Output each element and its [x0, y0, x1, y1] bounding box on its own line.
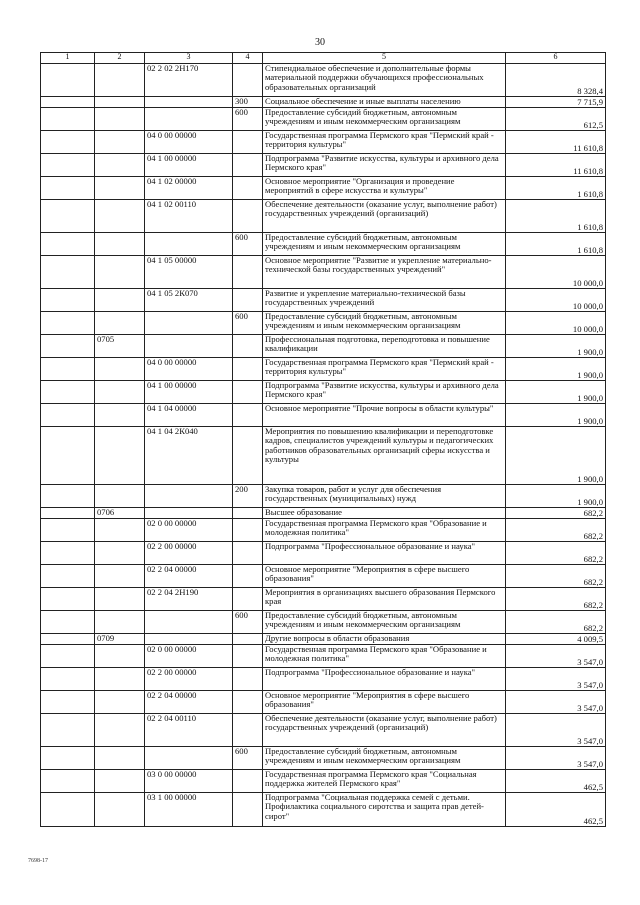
table-row — [41, 256, 606, 289]
table-cell-c5: Государственная программа Пермского края "Образование и молодежная политика" — [263, 645, 506, 668]
table-cell-c2 — [95, 519, 145, 542]
table-cell-c3: 04 1 00 00000 — [145, 381, 233, 404]
table-row — [41, 289, 606, 312]
table-cell-c5: Подпрограмма "Развитие искусства, культуры и архивного дела Пермского края" — [263, 381, 506, 404]
table-cell-c2 — [95, 770, 145, 793]
table-cell-c2 — [95, 691, 145, 714]
table-cell-c2 — [95, 233, 145, 256]
table-cell-c3 — [145, 611, 233, 634]
table-cell-c2: 0709 — [95, 634, 145, 645]
table-row — [41, 381, 606, 404]
table-row — [41, 200, 606, 233]
table-cell-c6: 1 900,0 — [506, 381, 606, 404]
table-cell-c3: 03 0 00 00000 — [145, 770, 233, 793]
table-cell-c6: 1 900,0 — [506, 358, 606, 381]
table-cell-c3: 03 1 00 00000 — [145, 793, 233, 827]
table-cell-c3 — [145, 508, 233, 519]
table-cell-c5: Предоставление субсидий бюджетным, автономным учреждениям и иным некоммерческим организациям — [263, 611, 506, 634]
table-cell-c3: 04 1 05 00000 — [145, 256, 233, 289]
table-cell-c3: 02 2 04 00000 — [145, 565, 233, 588]
table-cell-c2 — [95, 64, 145, 97]
table-cell-c1 — [41, 793, 95, 827]
table-cell-c1 — [41, 565, 95, 588]
table-cell-c6: 1 610,8 — [506, 233, 606, 256]
table-cell-c6: 1 610,8 — [506, 177, 606, 200]
table-cell-c4 — [233, 634, 263, 645]
table-cell-c2: 0706 — [95, 508, 145, 519]
table-cell-c1 — [41, 108, 95, 131]
table-cell-c5: Предоставление субсидий бюджетным, автономным учреждениям и иным некоммерческим организациям — [263, 312, 506, 335]
table-cell-c4 — [233, 404, 263, 427]
table-row — [41, 108, 606, 131]
table-cell-c6: 1 900,0 — [506, 404, 606, 427]
table-row — [41, 770, 606, 793]
table-cell-c5: Обеспечение деятельности (оказание услуг, выполнение работ) государственных учреждений (организаций) — [263, 200, 506, 233]
table-row — [41, 668, 606, 691]
table-cell-c5: Основное мероприятие "Мероприятия в сфере высшего образования" — [263, 691, 506, 714]
table-cell-c6: 7 715,9 — [506, 97, 606, 108]
table-row — [41, 64, 606, 97]
table-row — [41, 97, 606, 108]
table-cell-c1 — [41, 542, 95, 565]
table-cell-c3 — [145, 485, 233, 508]
table-cell-c6: 10 000,0 — [506, 312, 606, 335]
table-cell-c4: 600 — [233, 108, 263, 131]
table-header-row — [41, 53, 606, 64]
table-cell-c6: 11 610,8 — [506, 131, 606, 154]
table-cell-c5: Предоставление субсидий бюджетным, автономным учреждениям и иным некоммерческим организациям — [263, 233, 506, 256]
table-cell-c1 — [41, 611, 95, 634]
table-cell-c5: Подпрограмма "Профессиональное образование и наука" — [263, 668, 506, 691]
table-cell-c2 — [95, 485, 145, 508]
table-cell-c3: 04 1 05 2К070 — [145, 289, 233, 312]
table-cell-c4 — [233, 358, 263, 381]
page-number: 30 — [315, 37, 325, 48]
table-cell-c3: 04 1 00 00000 — [145, 154, 233, 177]
table-cell-c6: 10 000,0 — [506, 289, 606, 312]
table-cell-c5: Основное мероприятие "Прочие вопросы в области культуры" — [263, 404, 506, 427]
table-cell-c6: 682,2 — [506, 565, 606, 588]
table-cell-c2 — [95, 542, 145, 565]
table-cell-c1 — [41, 485, 95, 508]
table-cell-c3: 02 2 04 2Н190 — [145, 588, 233, 611]
table-row — [41, 691, 606, 714]
table-cell-c6: 3 547,0 — [506, 747, 606, 770]
table-cell-c6: 3 547,0 — [506, 691, 606, 714]
table-cell-c1 — [41, 256, 95, 289]
table-cell-c6: 8 328,4 — [506, 64, 606, 97]
table-cell-c3: 02 2 04 00110 — [145, 714, 233, 747]
table-row — [41, 154, 606, 177]
table-cell-c1 — [41, 404, 95, 427]
table-cell-c1 — [41, 177, 95, 200]
table-cell-c4 — [233, 770, 263, 793]
table-cell-c6: 682,2 — [506, 542, 606, 565]
table-cell-c2 — [95, 793, 145, 827]
table-cell-c4: 600 — [233, 747, 263, 770]
table-cell-c1 — [41, 634, 95, 645]
table-cell-c1 — [41, 358, 95, 381]
column-header: 1 — [41, 53, 95, 64]
table-cell-c5: Мероприятия в организациях высшего образования Пермского края — [263, 588, 506, 611]
table-cell-c1 — [41, 770, 95, 793]
table-cell-c1 — [41, 131, 95, 154]
table-row — [41, 519, 606, 542]
table-cell-c3: 04 1 02 00110 — [145, 200, 233, 233]
table-cell-c4 — [233, 177, 263, 200]
table-cell-c1 — [41, 154, 95, 177]
table-cell-c2 — [95, 154, 145, 177]
table-row — [41, 793, 606, 827]
table-cell-c4 — [233, 565, 263, 588]
table-cell-c6: 3 547,0 — [506, 668, 606, 691]
table-cell-c6: 682,2 — [506, 588, 606, 611]
table-cell-c1 — [41, 747, 95, 770]
table-cell-c4 — [233, 519, 263, 542]
table-cell-c4 — [233, 131, 263, 154]
table-row — [41, 565, 606, 588]
table-cell-c3: 02 2 00 00000 — [145, 668, 233, 691]
table-cell-c5: Обеспечение деятельности (оказание услуг, выполнение работ) государственных учреждений (организаций) — [263, 714, 506, 747]
table-cell-c1 — [41, 645, 95, 668]
table-cell-c1 — [41, 97, 95, 108]
table-cell-c4: 200 — [233, 485, 263, 508]
table-cell-c5: Мероприятия по повышению квалификации и переподготовке кадров, специалистов учреждений культуры и педагогических работников образовательных организаций сферы искусства и культуры — [263, 427, 506, 485]
table-cell-c6: 682,2 — [506, 611, 606, 634]
column-header: 6 — [506, 53, 606, 64]
table-cell-c5: Подпрограмма "Социальная поддержка семей с детьми. Профилактика социального сиротства и защита прав детей-сирот" — [263, 793, 506, 827]
table-cell-c6: 4 009,5 — [506, 634, 606, 645]
table-cell-c2 — [95, 256, 145, 289]
table-cell-c2 — [95, 108, 145, 131]
table-cell-c3: 04 0 00 00000 — [145, 358, 233, 381]
table-cell-c2 — [95, 747, 145, 770]
table-cell-c3: 02 2 00 00000 — [145, 542, 233, 565]
table-cell-c3: 02 0 00 00000 — [145, 519, 233, 542]
table-cell-c4 — [233, 645, 263, 668]
table-cell-c1 — [41, 200, 95, 233]
table-cell-c1 — [41, 335, 95, 358]
table-cell-c6: 1 610,8 — [506, 200, 606, 233]
table-cell-c3: 04 1 04 00000 — [145, 404, 233, 427]
column-header: 5 — [263, 53, 506, 64]
table-cell-c2 — [95, 714, 145, 747]
table-row — [41, 634, 606, 645]
table-cell-c1 — [41, 691, 95, 714]
table-row — [41, 588, 606, 611]
table-cell-c4 — [233, 289, 263, 312]
table-cell-c6: 682,2 — [506, 519, 606, 542]
table-cell-c6: 10 000,0 — [506, 256, 606, 289]
table-cell-c4 — [233, 542, 263, 565]
column-header: 2 — [95, 53, 145, 64]
table-cell-c3 — [145, 233, 233, 256]
table-cell-c5: Подпрограмма "Профессиональное образование и наука" — [263, 542, 506, 565]
table-cell-c5: Развитие и укрепление материально-технической базы государственных учреждений — [263, 289, 506, 312]
table-cell-c3: 02 2 02 2Н170 — [145, 64, 233, 97]
table-cell-c2 — [95, 200, 145, 233]
table-cell-c5: Предоставление субсидий бюджетным, автономным учреждениям и иным некоммерческим организациям — [263, 747, 506, 770]
table-cell-c1 — [41, 508, 95, 519]
table-cell-c3: 04 1 02 00000 — [145, 177, 233, 200]
table-cell-c4: 600 — [233, 233, 263, 256]
table-row — [41, 747, 606, 770]
table-cell-c3: 04 1 04 2К040 — [145, 427, 233, 485]
table-cell-c5: Высшее образование — [263, 508, 506, 519]
table-cell-c4 — [233, 691, 263, 714]
table-cell-c2 — [95, 131, 145, 154]
table-cell-c2 — [95, 177, 145, 200]
table-row — [41, 714, 606, 747]
table-cell-c4 — [233, 508, 263, 519]
table-cell-c2 — [95, 588, 145, 611]
table-cell-c3: 02 0 00 00000 — [145, 645, 233, 668]
table-cell-c6: 1 900,0 — [506, 427, 606, 485]
table-cell-c3 — [145, 747, 233, 770]
table-cell-c5: Государственная программа Пермского края "Пермский край - территория культуры" — [263, 358, 506, 381]
table-cell-c6: 612,5 — [506, 108, 606, 131]
table-cell-c4 — [233, 381, 263, 404]
table-cell-c4: 600 — [233, 611, 263, 634]
table-row — [41, 131, 606, 154]
table-cell-c6: 682,2 — [506, 508, 606, 519]
table-cell-c2 — [95, 358, 145, 381]
table-cell-c4 — [233, 154, 263, 177]
table-cell-c5: Профессиональная подготовка, переподготовка и повышение квалификации — [263, 335, 506, 358]
table-row — [41, 404, 606, 427]
table-cell-c5: Основное мероприятие "Мероприятия в сфере высшего образования" — [263, 565, 506, 588]
table-cell-c6: 3 547,0 — [506, 714, 606, 747]
table-cell-c1 — [41, 427, 95, 485]
budget-table — [40, 52, 606, 827]
table-row — [41, 335, 606, 358]
table-cell-c3 — [145, 634, 233, 645]
table-cell-c3 — [145, 335, 233, 358]
table-cell-c6: 462,5 — [506, 770, 606, 793]
table-cell-c3 — [145, 312, 233, 335]
table-cell-c6: 3 547,0 — [506, 645, 606, 668]
table-cell-c6: 1 900,0 — [506, 335, 606, 358]
table-cell-c5: Основное мероприятие "Развитие и укрепление материально-технической базы государственных учреждений" — [263, 256, 506, 289]
table-cell-c1 — [41, 588, 95, 611]
table-cell-c2 — [95, 381, 145, 404]
table-cell-c4 — [233, 256, 263, 289]
column-header: 3 — [145, 53, 233, 64]
table-cell-c1 — [41, 714, 95, 747]
table-cell-c5: Другие вопросы в области образования — [263, 634, 506, 645]
table-cell-c2 — [95, 645, 145, 668]
table-cell-c1 — [41, 381, 95, 404]
table-cell-c4 — [233, 335, 263, 358]
table-cell-c3 — [145, 97, 233, 108]
table-cell-c5: Основное мероприятие "Организация и проведение мероприятий в сфере искусства и культуры" — [263, 177, 506, 200]
table-cell-c5: Подпрограмма "Развитие искусства, культуры и архивного дела Пермского края" — [263, 154, 506, 177]
table-cell-c2 — [95, 427, 145, 485]
table-cell-c1 — [41, 64, 95, 97]
table-cell-c6: 462,5 — [506, 793, 606, 827]
table-cell-c4: 300 — [233, 97, 263, 108]
table-row — [41, 312, 606, 335]
table-cell-c4 — [233, 588, 263, 611]
table-row — [41, 358, 606, 381]
table-row — [41, 645, 606, 668]
table-cell-c4 — [233, 427, 263, 485]
table-cell-c4 — [233, 793, 263, 827]
document-code: 7698-17 — [28, 858, 48, 864]
table-cell-c1 — [41, 668, 95, 691]
table-cell-c2 — [95, 312, 145, 335]
table-row — [41, 508, 606, 519]
table-row — [41, 485, 606, 508]
table-cell-c2 — [95, 565, 145, 588]
table-row — [41, 427, 606, 485]
table-cell-c2 — [95, 611, 145, 634]
table-row — [41, 611, 606, 634]
table-row — [41, 177, 606, 200]
table-cell-c2 — [95, 289, 145, 312]
table-cell-c1 — [41, 233, 95, 256]
table-cell-c1 — [41, 289, 95, 312]
table-cell-c5: Государственная программа Пермского края "Образование и молодежная политика" — [263, 519, 506, 542]
table-row — [41, 542, 606, 565]
table-cell-c2 — [95, 97, 145, 108]
table-cell-c6: 1 900,0 — [506, 485, 606, 508]
table-cell-c4 — [233, 714, 263, 747]
table-cell-c2 — [95, 668, 145, 691]
table-cell-c5: Стипендиальное обеспечение и дополнительные формы материальной поддержки обучающихся профессиональных образовательных организаций — [263, 64, 506, 97]
table-row — [41, 233, 606, 256]
table-cell-c5: Государственная программа Пермского края "Социальная поддержка жителей Пермского края" — [263, 770, 506, 793]
table-cell-c5: Социальное обеспечение и иные выплаты населению — [263, 97, 506, 108]
table-cell-c3 — [145, 108, 233, 131]
table-cell-c5: Предоставление субсидий бюджетным, автономным учреждениям и иным некоммерческим организациям — [263, 108, 506, 131]
table-cell-c2 — [95, 404, 145, 427]
table-cell-c6: 11 610,8 — [506, 154, 606, 177]
table-cell-c4 — [233, 668, 263, 691]
table-cell-c2: 0705 — [95, 335, 145, 358]
table-cell-c3: 04 0 00 00000 — [145, 131, 233, 154]
column-header: 4 — [233, 53, 263, 64]
table-cell-c4: 600 — [233, 312, 263, 335]
table-body — [41, 64, 606, 827]
table-cell-c3: 02 2 04 00000 — [145, 691, 233, 714]
table-cell-c4 — [233, 64, 263, 97]
table-cell-c5: Закупка товаров, работ и услуг для обеспечения государственных (муниципальных) нужд — [263, 485, 506, 508]
table-cell-c1 — [41, 519, 95, 542]
table-cell-c5: Государственная программа Пермского края "Пермский край - территория культуры" — [263, 131, 506, 154]
table-cell-c1 — [41, 312, 95, 335]
table-cell-c4 — [233, 200, 263, 233]
